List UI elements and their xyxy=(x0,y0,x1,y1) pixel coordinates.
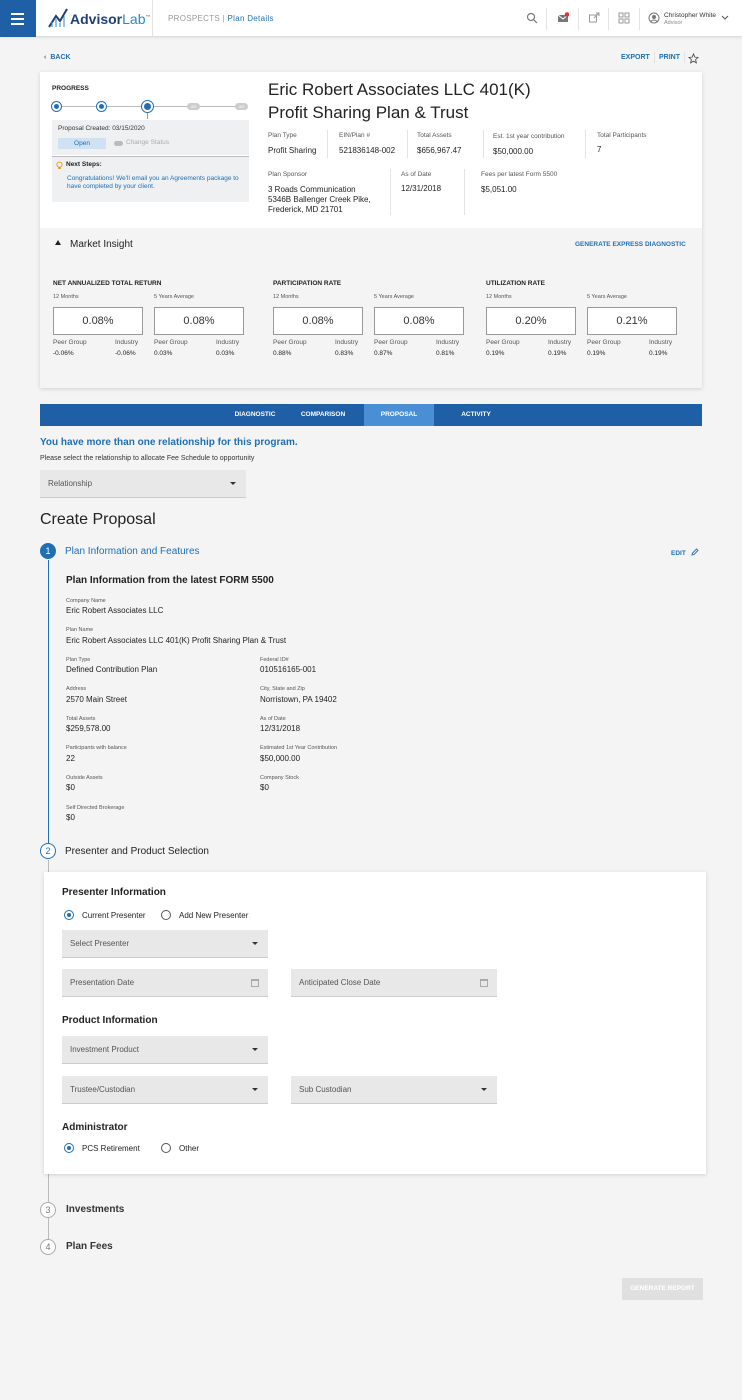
other-radio[interactable] xyxy=(161,1143,171,1153)
presentation-date-input[interactable] xyxy=(62,969,268,997)
tab-proposal[interactable]: PROPOSAL xyxy=(364,404,434,426)
industry-5y-value: 0.19% xyxy=(649,350,668,357)
caret-down-icon xyxy=(252,1048,258,1051)
industry-label: Industry xyxy=(115,339,139,346)
form-plan-type-value: Defined Contribution Plan xyxy=(66,665,158,674)
plan-sponsor-label: Plan Sponsor xyxy=(268,171,308,178)
relationship-select-value: Relationship xyxy=(48,479,93,488)
plan-title: Eric Robert Associates LLC 401(K) Profit Sharing Plan & Trust xyxy=(268,80,531,122)
city-state-zip-value: Norristown, PA 19402 xyxy=(260,695,337,704)
peer-group-label: Peer Group xyxy=(374,339,408,346)
tab-bar xyxy=(40,404,702,426)
logo-icon xyxy=(48,8,68,28)
total-participants-label: Total Participants xyxy=(597,132,647,139)
generate-report-button[interactable]: GENERATE REPORT xyxy=(622,1278,703,1300)
plan-name-value: Eric Robert Associates LLC 401(K) Profit Sharing Plan & Trust xyxy=(66,636,287,645)
caret-down-icon xyxy=(252,1088,258,1091)
progress-step-1 xyxy=(52,102,61,111)
company-name-label: Company Name xyxy=(66,598,106,604)
create-proposal-title: Create Proposal xyxy=(40,511,156,528)
participants-balance-label: Participants with balance xyxy=(66,745,127,751)
progress-step-3-current xyxy=(142,101,153,112)
form-5500-title: Plan Information from the latest FORM 5500 xyxy=(66,575,274,586)
calendar-icon[interactable] xyxy=(251,979,259,987)
peer-group-label: Peer Group xyxy=(587,339,621,346)
change-status-button[interactable]: Change Status xyxy=(126,139,170,146)
peer-group-12m-value: -0.06% xyxy=(53,350,74,357)
company-stock-label: Company Stock xyxy=(260,775,299,781)
logo[interactable] xyxy=(48,8,150,30)
est-contribution-value: $50,000.00 xyxy=(493,147,534,156)
plan-sponsor-line-2: 5346B Ballenger Creek Pike, xyxy=(268,195,371,204)
fees-value: $5,051.00 xyxy=(481,185,517,194)
calendar-icon[interactable] xyxy=(480,979,488,987)
total-assets-label: Total Assets xyxy=(417,132,452,139)
user-name[interactable]: Christopher White xyxy=(664,12,717,19)
status-badge: Open xyxy=(58,138,106,149)
form-plan-type-label: Plan Type xyxy=(66,657,91,663)
metric-title: NET ANNUALIZED TOTAL RETURN xyxy=(53,280,162,287)
ein-label: EIN/Plan # xyxy=(339,132,371,139)
trustee-value: Trustee/Custodian xyxy=(70,1085,136,1094)
select-presenter[interactable] xyxy=(62,930,268,958)
metric-12m-value: 0.20% xyxy=(486,307,576,335)
industry-label: Industry xyxy=(335,339,359,346)
presenter-info-title: Presenter Information xyxy=(62,887,166,898)
self-directed-value: $0 xyxy=(66,813,75,822)
caret-up-icon[interactable] xyxy=(55,240,61,245)
outside-assets-value: $0 xyxy=(66,783,75,792)
metric-5y-label: 5 Years Average xyxy=(587,294,627,300)
print-link[interactable]: PRINT xyxy=(659,54,680,61)
industry-5y-value: 0.03% xyxy=(216,350,235,357)
sub-custodian-value: Sub Custodian xyxy=(299,1085,352,1094)
market-insight-panel xyxy=(40,228,702,388)
relationship-subtext: Please select the relationship to allocate Fee Schedule to opportunity xyxy=(40,455,255,462)
peer-group-label: Peer Group xyxy=(154,339,188,346)
lightbulb-icon xyxy=(56,161,63,170)
search-icon[interactable] xyxy=(526,12,538,24)
self-directed-label: Self Directed Brokerage xyxy=(66,805,125,811)
step-3-title[interactable]: Investments xyxy=(66,1204,125,1215)
user-avatar-icon[interactable] xyxy=(648,12,660,24)
metric-12m-label: 12 Months xyxy=(273,294,299,300)
presentation-date-placeholder: Presentation Date xyxy=(70,978,135,987)
close-date-placeholder: Anticipated Close Date xyxy=(299,978,381,987)
toggle-icon[interactable] xyxy=(114,141,123,146)
next-steps-title: Next Steps: xyxy=(66,161,102,168)
peer-group-5y-value: 0.19% xyxy=(587,350,606,357)
pcs-retirement-label[interactable]: PCS Retirement xyxy=(82,1144,140,1153)
metric-5y-value: 0.21% xyxy=(587,307,677,335)
federal-id-label: Federal ID# xyxy=(260,657,289,663)
tab-activity[interactable]: ACTIVITY xyxy=(461,411,491,418)
metric-12m-label: 12 Months xyxy=(486,294,512,300)
step-2-title[interactable]: Presenter and Product Selection xyxy=(65,846,209,857)
star-icon[interactable] xyxy=(688,53,699,64)
add-presenter-label[interactable]: Add New Presenter xyxy=(179,911,249,920)
export-link[interactable]: EXPORT xyxy=(621,54,650,61)
plan-type-label: Plan Type xyxy=(268,132,297,139)
as-of-date-value: 12/31/2018 xyxy=(401,184,442,193)
other-label[interactable]: Other xyxy=(179,1144,200,1153)
trustee-select[interactable] xyxy=(62,1076,268,1104)
chevron-left-icon: ‹ xyxy=(44,54,47,61)
step-1-indicator: 1 xyxy=(40,543,56,559)
current-presenter-label[interactable]: Current Presenter xyxy=(82,911,146,920)
logo-text-light: Lab xyxy=(122,11,146,27)
breadcrumb-prospects[interactable]: PROSPECTS xyxy=(168,14,221,23)
progress-step-5: AR xyxy=(235,103,248,110)
caret-down-icon xyxy=(252,942,258,945)
progress-title: PROGRESS xyxy=(52,85,89,92)
federal-id-value: 010516165-001 xyxy=(260,665,317,674)
step-4-indicator: 4 xyxy=(40,1239,56,1255)
city-state-zip-label: City, State and Zip xyxy=(260,686,305,692)
chevron-down-icon[interactable] xyxy=(721,15,729,21)
user-role: Advisor xyxy=(664,20,683,26)
industry-label: Industry xyxy=(216,339,240,346)
pcs-retirement-radio[interactable] xyxy=(64,1143,74,1153)
industry-12m-value: -0.06% xyxy=(115,350,136,357)
menu-button[interactable] xyxy=(0,0,36,37)
peer-group-12m-value: 0.88% xyxy=(273,350,292,357)
investment-product-value: Investment Product xyxy=(70,1045,139,1054)
pencil-icon xyxy=(691,548,699,556)
close-date-input[interactable] xyxy=(291,969,497,997)
back-link[interactable] xyxy=(44,54,71,61)
relationship-select[interactable] xyxy=(40,470,246,498)
form-total-assets-value: $259,578.00 xyxy=(66,724,111,733)
as-of-date-label: As of Date xyxy=(401,171,432,178)
metric-5y-value: 0.08% xyxy=(374,307,464,335)
participants-balance-value: 22 xyxy=(66,754,75,763)
progress-step-2 xyxy=(97,102,106,111)
fees-label: Fees per latest Form 5500 xyxy=(481,171,558,178)
progress-step-4: AR xyxy=(187,103,200,110)
caret-down-icon xyxy=(481,1088,487,1091)
industry-label: Industry xyxy=(649,339,673,346)
peer-group-5y-value: 0.03% xyxy=(154,350,173,357)
breadcrumb xyxy=(168,14,274,23)
industry-5y-value: 0.81% xyxy=(436,350,455,357)
tab-diagnostic[interactable]: DIAGNOSTIC xyxy=(234,411,276,418)
breadcrumb-separator: | xyxy=(222,14,225,23)
generate-express-diagnostic-link[interactable]: GENERATE EXPRESS DIAGNOSTIC xyxy=(575,241,686,248)
current-presenter-radio[interactable] xyxy=(64,910,74,920)
metric-title: PARTICIPATION RATE xyxy=(273,280,342,287)
company-name-value: Eric Robert Associates LLC xyxy=(66,606,164,615)
metric-12m-label: 12 Months xyxy=(53,294,79,300)
metric-12m-value: 0.08% xyxy=(273,307,363,335)
breadcrumb-current: Plan Details xyxy=(227,14,274,23)
industry-12m-value: 0.83% xyxy=(335,350,354,357)
address-value: 2570 Main Street xyxy=(66,695,127,704)
peer-group-label: Peer Group xyxy=(273,339,307,346)
product-info-title: Product Information xyxy=(62,1015,158,1026)
est-contribution-label: Est. 1st year contribution xyxy=(493,133,565,140)
plan-sponsor-line-3: Frederick, MD 21701 xyxy=(268,205,343,214)
step-line-1 xyxy=(48,560,49,844)
mail-icon[interactable] xyxy=(557,12,569,24)
market-insight-title[interactable]: Market Insight xyxy=(70,239,133,250)
industry-12m-value: 0.19% xyxy=(548,350,567,357)
administrator-title: Administrator xyxy=(62,1122,128,1133)
presenter-card xyxy=(44,872,706,1174)
est-first-year-label: Estimated 1st Year Contribution xyxy=(260,745,338,751)
proposal-status-box xyxy=(52,120,249,155)
est-first-year-value: $50,000.00 xyxy=(260,754,301,763)
edit-link[interactable] xyxy=(671,548,699,557)
select-presenter-value: Select Presenter xyxy=(70,939,130,948)
ein-value: 521836148-002 xyxy=(339,146,396,155)
step-3-indicator: 3 xyxy=(40,1202,56,1218)
step-4-title[interactable]: Plan Fees xyxy=(66,1241,113,1252)
plan-sponsor-line-1: 3 Roads Communication xyxy=(268,185,356,194)
edit-label: EDIT xyxy=(671,550,686,557)
address-label: Address xyxy=(66,686,87,692)
metric-5y-value: 0.08% xyxy=(154,307,244,335)
logo-tm: ™ xyxy=(145,14,151,21)
metric-5y-label: 5 Years Average xyxy=(374,294,414,300)
investment-product-select[interactable] xyxy=(62,1036,268,1064)
add-presenter-radio[interactable] xyxy=(161,910,171,920)
tab-comparison[interactable]: COMPARISON xyxy=(300,411,346,418)
total-participants-value: 7 xyxy=(597,145,602,154)
logo-text-bold: Advisor xyxy=(70,11,123,27)
caret-down-icon xyxy=(230,482,236,485)
back-label: BACK xyxy=(50,54,71,61)
metric-5y-label: 5 Years Average xyxy=(154,294,194,300)
step-2-indicator: 2 xyxy=(40,843,56,859)
peer-group-label: Peer Group xyxy=(53,339,87,346)
step-1-title[interactable]: Plan Information and Features xyxy=(65,546,200,557)
peer-group-5y-value: 0.87% xyxy=(374,350,393,357)
next-steps-text: Congratulations! We'll email you an Agreements package to have completed by your client. xyxy=(67,175,239,190)
peer-group-12m-value: 0.19% xyxy=(486,350,505,357)
form-as-of-date-value: 12/31/2018 xyxy=(260,724,301,733)
top-bar xyxy=(0,0,742,37)
metric-title: UTILIZATION RATE xyxy=(486,280,545,287)
next-steps-box xyxy=(52,156,249,202)
sub-custodian-select[interactable] xyxy=(291,1076,497,1104)
form-total-assets-label: Total Assets xyxy=(66,716,96,722)
total-assets-value: $656,967.47 xyxy=(417,146,462,155)
proposal-created: Proposal Created: 03/15/2020 xyxy=(58,125,145,132)
industry-label: Industry xyxy=(436,339,460,346)
metric-12m-value: 0.08% xyxy=(53,307,143,335)
outside-assets-label: Outside Assets xyxy=(66,775,103,781)
relationship-heading: You have more than one relationship for this program. xyxy=(40,437,298,448)
peer-group-label: Peer Group xyxy=(486,339,520,346)
plan-card xyxy=(40,72,702,388)
industry-label: Industry xyxy=(548,339,572,346)
plan-name-label: Plan Name xyxy=(66,627,94,633)
plan-type-value: Profit Sharing xyxy=(268,146,317,155)
company-stock-value: $0 xyxy=(260,783,269,792)
apps-icon[interactable] xyxy=(618,12,630,24)
external-link-icon[interactable] xyxy=(588,12,600,24)
form-as-of-date-label: As of Date xyxy=(260,716,286,722)
